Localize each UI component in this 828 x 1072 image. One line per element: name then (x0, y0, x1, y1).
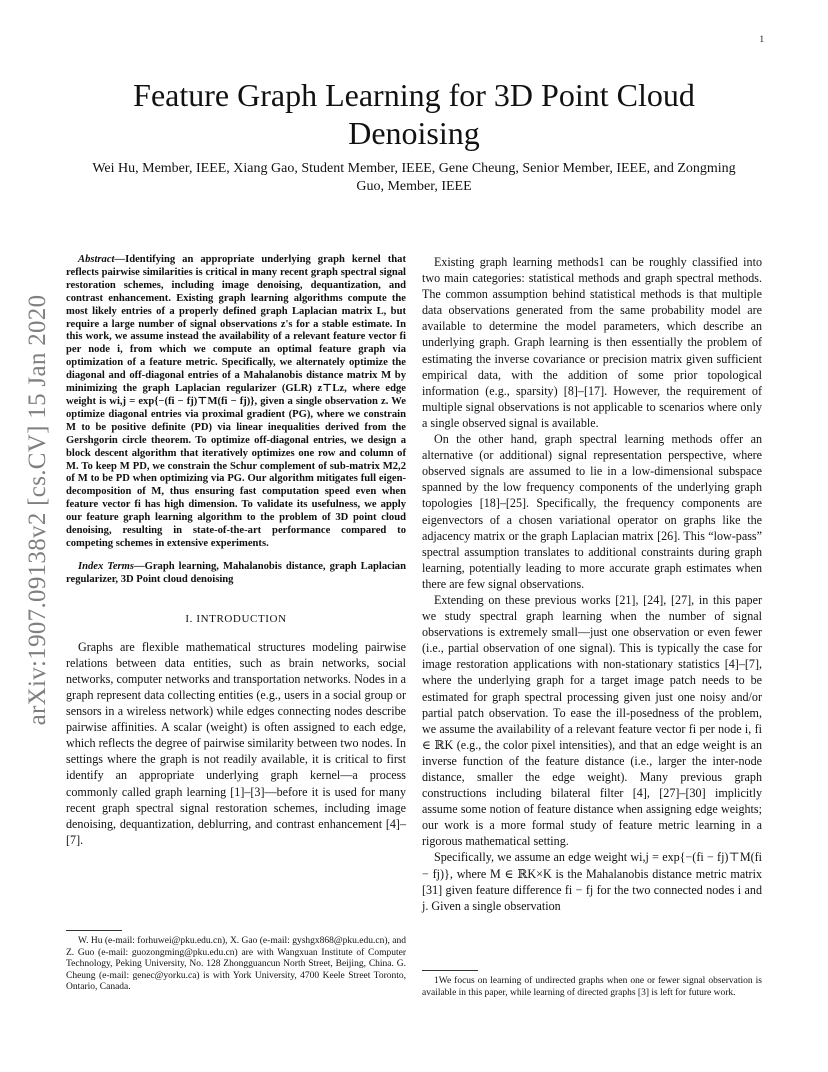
abstract-lead: Abstract (78, 254, 115, 265)
author-list: Wei Hu, Member, IEEE, Xiang Gao, Student Member, IEEE, Gene Cheung, Senior Member, IEEE, and Zongming Guo, Member, IEEE (92, 161, 736, 194)
index-terms-lead: Index Terms (78, 560, 135, 572)
footnote-rule-left (66, 930, 122, 931)
body-paragraph: Existing graph learning methods1 can be roughly classified into two main categories: statistical methods and graph spectral methods. The common assumption behind statistical methods is that multiple data observations generated from the same probability model are available to determine the model parameters, which describe an underlying graph. Graph learning is then essentially the problem of estimating the inverse covariance or precision matrix given sufficient empirical data, with the addition of some prior topological information (e.g., sparsity) [8]–[17]. However, the requirement of multiple signal observations is not applicable to scenarios where only a single observed signal is available. (422, 255, 762, 430)
section-heading-introduction: I. INTRODUCTION (185, 612, 287, 625)
right-column (422, 254, 762, 914)
page-number: 1 (759, 34, 764, 44)
footnote-rule-right (422, 970, 478, 971)
paper-title: Feature Graph Learning for 3D Point Cloud Denoising (133, 77, 695, 151)
abstract-text: —Identifying an appropriate underlying graph kernel that reflects pairwise similarities is critical in many recent graph spectral signal restoration schemes, including image denoising, dequantization, and contrast enhancement. Existing graph learning algorithms compute the most likely entries of a properly defined graph Laplacian matrix L, but require a large number of signal observations z's for a stable estimate. In this work, we assume instead the availability of a relevant feature vector fi per node i, from which we compute an optimal feature graph via optimization of a feature metric. Specifically, we alternately optimize the diagonal and off-diagonal entries of a Mahalanobis distance matrix M by minimizing the graph Laplacian regularizer (GLR) z⊤Lz, where edge weight is wi,j = exp{−(fi − fj)⊤M(fi − fj)}, given a single observation z. We optimize diagonal entries via proximal gradient (PG), where we constrain M to be positive definite (PD) via linear inequalities derived from the Gershgorin circle theorem. To optimize off-diagonal entries, we design a block descent algorithm that iteratively optimizes one row and column of M. To keep M PD, we constrain the Schur complement of sub-matrix M2,2 of M to be PD when optimizing via PG. Our algorithm mitigates full eigen-decomposition of M, thus ensuring fast computation speed even when feature vector fi has high dimension. To validate its usefulness, we apply our feature graph learning algorithm to the problem of 3D point cloud denoising, resulting in state-of-the-art performance compared to competing schemes in extensive experiments. (66, 254, 406, 549)
abstract (66, 254, 406, 551)
intro-paragraph: Graphs are flexible mathematical structures modeling pairwise relations between data entities, such as brain networks, social networks, computer networks and transportation networks. Nodes in a graph represent data collecting entities (e.g., users in a social group or sensors in a wireless network) while edges connecting nodes describe pairwise affinities. A scalar (weight) is often assigned to each edge, which reflects the degree of pairwise similarity between two nodes. In settings where the graph is not readily available, it is critical to first identify an appropriate underlying graph kernel—a process commonly called graph learning [1]–[3]—before it is used for many recent graph spectral signal restoration schemes, including image denoising, dequantization, deblurring, and contrast enhancement [4]–[7]. (66, 639, 406, 847)
author-affiliation-footnote (66, 936, 406, 994)
index-terms (66, 561, 406, 587)
author-footnote-text: W. Hu (e-mail: forhuwei@pku.edu.cn), X. Gao (e-mail: gyshgx868@pku.edu.cn), and Z. Guo (e-mail: guozongming@pku.edu.cn) are with Wangxuan Institute of Computer Technology, Peking University, No. 128 Zhongguancun North Street, Beijing, China. G. Cheung (e-mail: genec@yorku.ca) is with York University, 4700 Keele Street Toronto, Ontario, Canada. (66, 936, 406, 993)
body-paragraph: On the other hand, graph spectral learning methods offer an alternative (or additional) signal representation perspective, where observed signals are assumed to lie in a low-dimensional subspace spanned by the low frequency components of the underlying graph topologies [18]–[25]. Specifically, the frequency components are eigenvectors of a chosen variational operator on graphs like the adjacency matrix or the graph Laplacian matrix [26]. This “low-pass” spectral assumption translates to additional constraints during graph learning, potentially leading to more accurate graph estimates when there are few signal observations. (422, 432, 762, 591)
index-terms-text: —Graph learning, Mahalanobis distance, graph Laplacian regularizer, 3D Point cloud denoising (66, 560, 406, 585)
arxiv-identifier-sidebar (18, 290, 58, 730)
body-paragraph: Specifically, we assume an edge weight wi,j = exp{−(fi − fj)⊤M(fi − fj)}, where M ∈ ℝK×K is the Mahalanobis distance metric matrix [31] given feature difference fi − fj for the two connected nodes i and j. Given a single observation (422, 850, 762, 913)
body-paragraph: Extending on these previous works [21], [24], [27], in this paper we study spectral graph learning when the number of signal observations is extremely small—just one observation or even fewer (i.e., partial observation of one signal). This is typically the case for image restoration applications with non-stationary statistics [4]–[7], where the underlying graph for a target image patch needs to be estimated for graph spectral processing given just one noisy and/or partial patch observation. To ease the ill-posedness of the problem, we assume the availability of a relevant feature vector fi per node i, fi ∈ ℝK (e.g., the color pixel intensities), and that an edge weight is an inverse function of the feature distance (i.e., larger the inter-node distance, smaller the edge weight). Many previous graph constructions including bilateral filter [4], [27]–[30] implicitly assume some notion of feature distance when assigning edge weights; our work is a more formal study of feature metric learning in a rigorous mathematical setting. (422, 592, 762, 849)
method-footnote (422, 976, 762, 999)
method-footnote-text: 1We focus on learning of undirected graphs when one or fewer signal observation is available in this paper, while learning of directed graphs [3] is left for future work. (422, 976, 762, 998)
left-column (66, 254, 406, 848)
arxiv-identifier-text: arXiv:1907.09138v2 [cs.CV] 15 Jan 2020 (24, 294, 51, 726)
